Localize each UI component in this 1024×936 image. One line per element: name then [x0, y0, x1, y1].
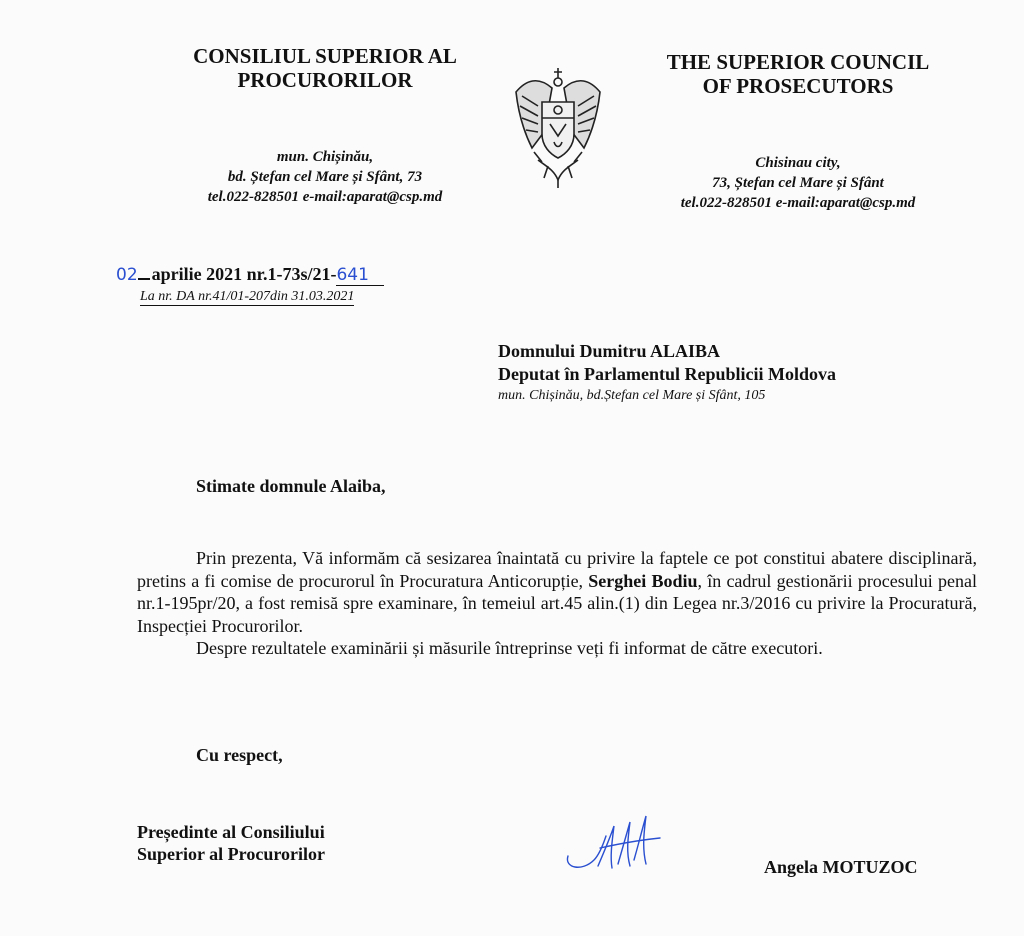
salutation: Stimate domnule Alaiba,	[196, 476, 386, 496]
header-left-title-line2: PROCURORILOR	[237, 68, 413, 92]
prosecutor-name: Serghei Bodiu	[588, 570, 698, 591]
addressee-name: Domnului Dumitru ALAIBA	[498, 341, 721, 361]
reference-line	[116, 264, 384, 286]
signatory-title	[137, 821, 325, 865]
header-left-addr-line2: bd. Ștefan cel Mare și Sfânt, 73	[227, 169, 423, 185]
body-p1-text-b: , în cadrul gestionării procesului penal nr.1-195pr/20, a fost remisă spre examinare, în temeiul art.45 alin.(1) din Legea nr.3/2016 cu privire la Procuratură, Inspecției Procurorilor.	[137, 570, 977, 636]
addressee-position: Deputat în Parlamentul Republicii Moldova	[498, 364, 837, 384]
header-right-addr-line1: Chisinau city,	[755, 155, 841, 171]
reference-in-reply: La nr. DA nr.41/01-207din 31.03.2021	[140, 289, 355, 304]
handwritten-day: 02	[116, 265, 138, 285]
signatory-name: Angela MOTUZOC	[764, 857, 918, 877]
handwritten-signature-icon	[560, 808, 670, 878]
header-left-title-line1: CONSILIUL SUPERIOR AL	[193, 44, 457, 68]
signatory-title-line1: Președinte al Consiliului	[137, 822, 325, 842]
body-paragraph-2: Despre rezultatele examinării și măsurile întreprinse veți fi informat de către executori.	[196, 638, 823, 658]
closing: Cu respect,	[196, 745, 283, 765]
header-left-address	[120, 147, 530, 207]
header-left-addr-line1: mun. Chișinău,	[276, 149, 374, 165]
header-right-address	[608, 153, 988, 213]
header-right-title-line2: OF PROSECUTORS	[702, 74, 894, 98]
header-right-addr-line2: 73, Ștefan cel Mare și Sfânt	[712, 175, 884, 191]
header-left-title	[140, 44, 510, 92]
header-left-addr-line3: tel.022-828501 e-mail:aparat@csp.md	[207, 189, 443, 205]
header-right-title-line1: THE SUPERIOR COUNCIL	[666, 50, 930, 74]
body-paragraph-1	[137, 547, 977, 637]
addressee-address: mun. Chișinău, bd.Ștefan cel Mare și Sfânt, 105	[498, 388, 766, 403]
signatory-title-line2: Superior al Procurorilor	[137, 844, 325, 864]
letter-body	[137, 547, 977, 660]
body-p1-text-a: Prin prezenta, Vă informăm că sesizarea înaintată cu privire la faptele ce pot constitui abatere disciplinară, pretins a fi comise de procurorul în Procuratura Anticorupție,	[137, 548, 977, 591]
header-right-addr-line3: tel.022-828501 e-mail:aparat@csp.md	[680, 195, 916, 211]
reference-date-number: aprilie 2021 nr.1-73s/21-	[151, 264, 337, 284]
header-right-title	[628, 50, 968, 98]
moldova-coat-of-arms-icon	[508, 62, 608, 192]
handwritten-number: 641	[336, 265, 384, 286]
addressee-block	[498, 340, 968, 406]
